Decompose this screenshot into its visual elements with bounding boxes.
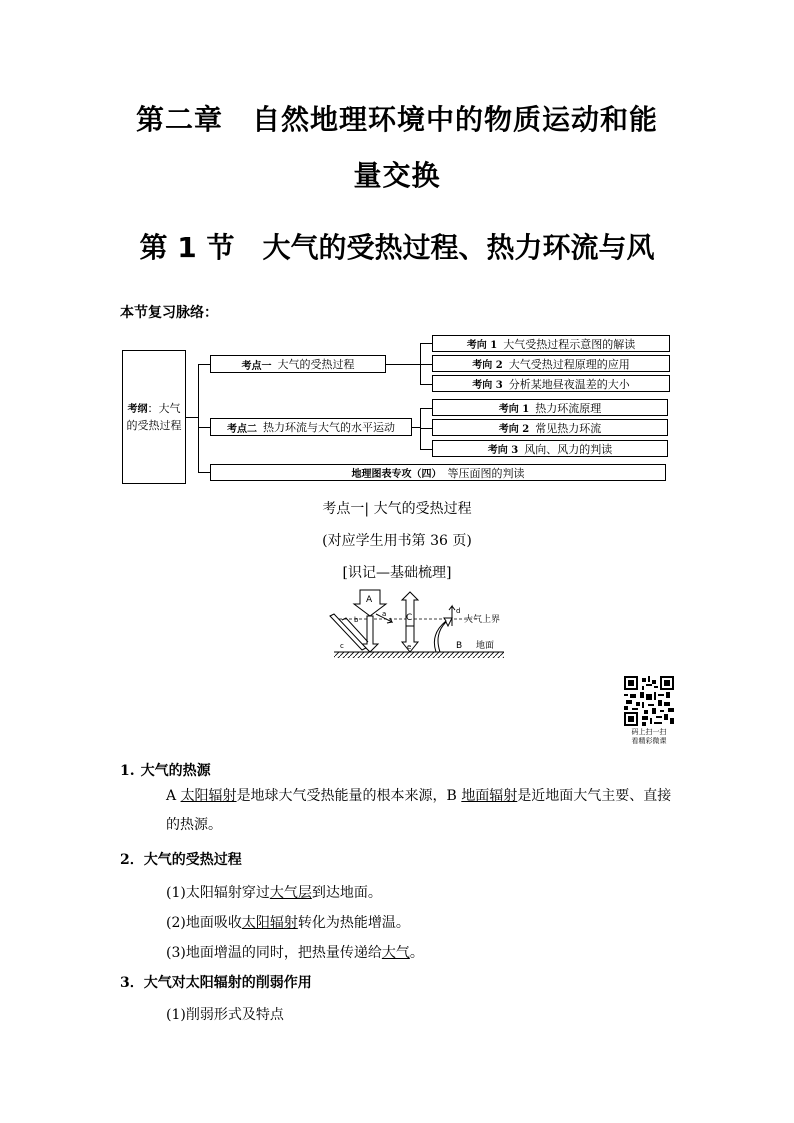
item-1-heading: 1. 大气的热源	[120, 763, 211, 779]
section-title: 第 1 节 大气的受热过程、热力环流与风	[139, 231, 655, 264]
exam-point-title: 考点一| 大气的受热过程	[322, 501, 472, 517]
figure-top-label: 大气上界	[464, 615, 501, 625]
outline-point-2: 考点二 热力环流与大气的水平运动	[210, 418, 412, 436]
outline-root: 考纲：大气 的受热过程	[122, 350, 186, 484]
outline-special-topic: 地理图表专攻（四） 等压面图的判读	[210, 464, 666, 481]
item-2-step-1: (1)太阳辐射穿过大气层到达地面。	[166, 885, 382, 901]
answer-ground-radiation: 地面辐射	[461, 788, 518, 804]
figure-ground-label: 地面	[476, 641, 495, 651]
atmosphere-heating-figure	[320, 586, 530, 666]
outline-point-1: 考点一 大气的受热过程	[210, 355, 386, 373]
figure-label-b: b	[354, 616, 359, 624]
review-outline-label: 本节复习脉络：	[120, 305, 218, 321]
arrow-b	[434, 618, 452, 652]
outline-direction-2-2: 考向 2 常见热力环流	[432, 419, 668, 436]
item-2-step-3: (3)地面增温的同时，把热量传递给大气。	[166, 945, 424, 961]
item-2-heading: 2．大气的受热过程	[120, 852, 242, 868]
outline-direction-2-3: 考向 3 风向、风力的判读	[432, 440, 668, 457]
item-3-heading: 3．大气对太阳辐射的削弱作用	[120, 975, 312, 991]
chapter-title-line1: 第二章 自然地理环境中的物质运动和能	[135, 103, 658, 136]
figure-label-c-upper: C	[406, 613, 413, 623]
outline-direction-1-1: 考向 1 大气受热过程示意图的解读	[432, 335, 670, 352]
outline-direction-1-2: 考向 2 大气受热过程原理的应用	[432, 355, 670, 372]
arrow-c	[330, 614, 366, 650]
figure-label-c: c	[340, 642, 344, 650]
qr-caption-line2: 看精彩微课	[631, 737, 667, 745]
figure-label-b-upper: B	[456, 641, 463, 651]
answer-solar-radiation: 太阳辐射	[180, 788, 237, 804]
item-2-step-2: (2)地面吸收太阳辐射转化为热能增温。	[166, 915, 410, 931]
item-3-step-1: (1)削弱形式及特点	[166, 1007, 284, 1023]
qr-caption-line1: 码上扫一扫	[631, 728, 667, 736]
outline-direction-1-3: 考向 3 分析某地昼夜温差的大小	[432, 375, 670, 392]
outline-direction-2-1: 考向 1 热力环流原理	[432, 399, 668, 416]
figure-label-e: e	[407, 643, 412, 651]
item-1-paragraph: A 太阳辐射是地球大气受热能量的根本来源，B 地面辐射是近地面大气主要、直接的热源。	[166, 788, 672, 833]
study-mode-label: [识记—基础梳理]	[342, 565, 452, 581]
figure-label-d: d	[456, 607, 461, 615]
textbook-reference: (对应学生用书第 36 页)	[322, 533, 472, 549]
figure-label-a: a	[382, 610, 387, 618]
figure-label-a-upper: A	[366, 595, 373, 605]
ground-hatch	[334, 652, 504, 658]
chapter-title-line2: 量交换	[353, 159, 441, 192]
qr-code-icon[interactable]	[624, 676, 674, 726]
